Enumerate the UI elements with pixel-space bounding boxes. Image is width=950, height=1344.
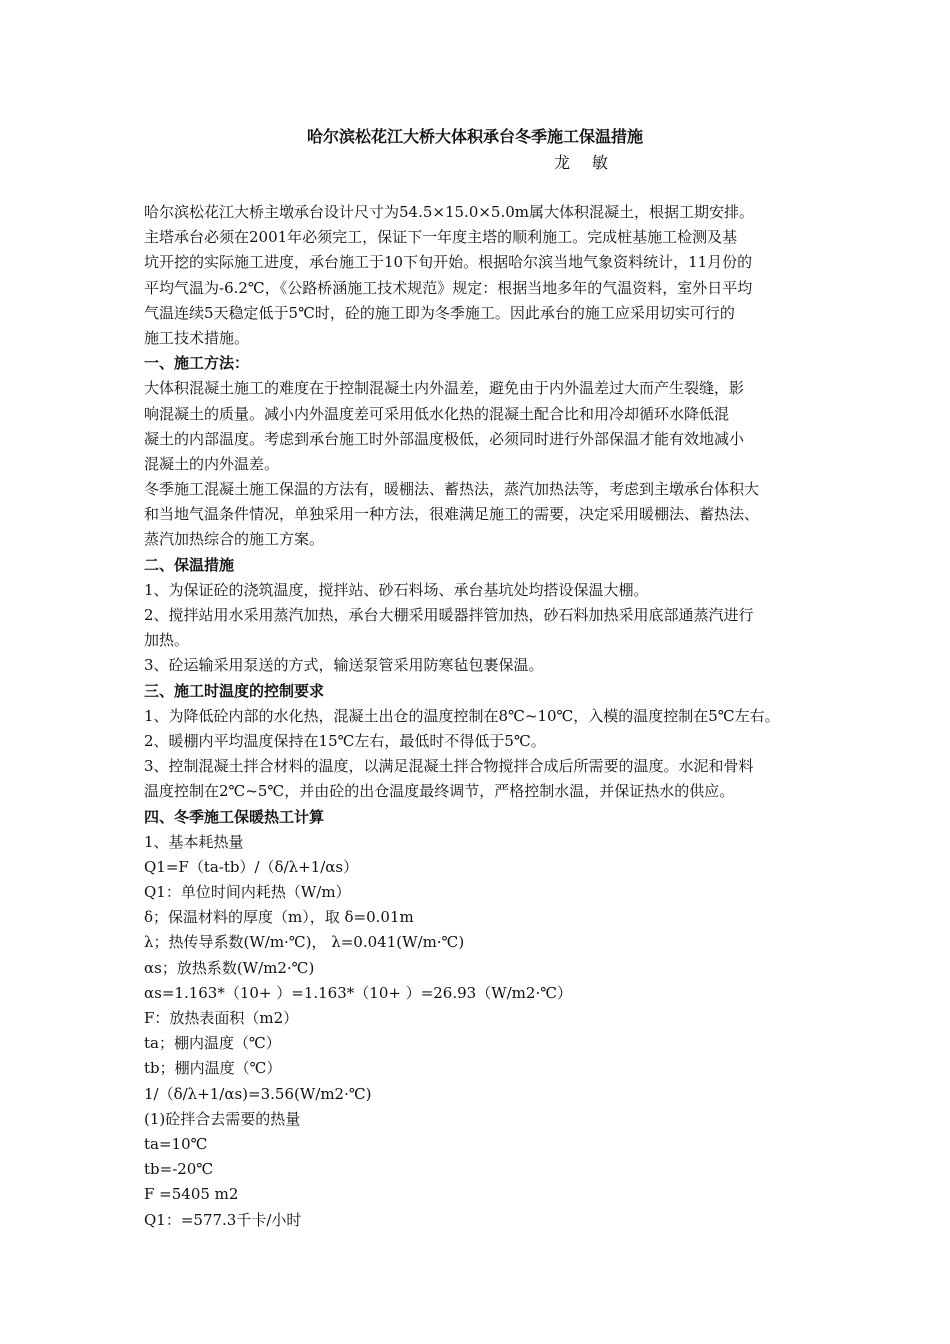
- paragraph-line: 平均气温为-6.2℃，《公路桥涵施工技术规范》规定：根据当地多年的气温资料，室外日平均: [144, 278, 753, 297]
- paragraph-line: 1、为保证砼的浇筑温度，搅拌站、砂石料场、承台基坑处均搭设保温大棚。: [144, 580, 649, 599]
- formula-line: Q1：单位时间内耗热（W/m）: [144, 883, 351, 902]
- section-heading: 三、施工时温度的控制要求: [144, 681, 325, 700]
- paragraph-line: 混凝土的内外温差。: [144, 454, 280, 473]
- paragraph-line: 温度控制在2℃~5℃，并由砼的出仓温度最终调节，严格控制水温，并保证热水的供应。: [144, 782, 735, 801]
- paragraph-line: 加热。: [144, 631, 190, 650]
- document-body: [144, 200, 816, 1233]
- paragraph-line: 哈尔滨松花江大桥主墩承台设计尺寸为54.5×15.0×5.0m属大体积混凝土，根据工期安排。: [144, 203, 755, 221]
- formula-line: δ；保温材料的厚度（m），取 δ=0.01m: [144, 908, 414, 927]
- paragraph-line: 1、为降低砼内部的水化热，混凝土出仓的温度控制在8℃~10℃，入模的温度控制在5℃左右。: [144, 706, 780, 725]
- formula-line: Q1=F（ta-tb）/（δ/λ+1/αs）: [144, 857, 359, 876]
- formula-line: tb；棚内温度（℃）: [144, 1059, 282, 1078]
- paragraph-line: 坑开挖的实际施工进度，承台施工于10下旬开始。根据哈尔滨当地气象资料统计，11月份的: [144, 253, 753, 272]
- formula-line: Q1：=577.3千卡/小时: [144, 1210, 302, 1229]
- paragraph-line: 和当地气温条件情况，单独采用一种方法，很难满足施工的需要，决定采用暖棚法、蓄热法、: [144, 505, 760, 524]
- paragraph-line: 主塔承台必须在2001年必须完工，保证下一年度主塔的顺利施工。完成桩基施工检测及基: [144, 228, 738, 247]
- paragraph-line: 2、搅拌站用水采用蒸汽加热，承台大棚采用暖器拌管加热，砂石料加热采用底部通蒸汽进行: [144, 606, 754, 624]
- formula-line: F：放热表面积（m2）: [144, 1009, 299, 1027]
- paragraph-line: 1、基本耗热量: [144, 832, 244, 851]
- formula-line: λ；热传导系数(W/m·℃)， λ=0.041(W/m·℃): [144, 933, 465, 952]
- paragraph-line: 施工技术措施。: [144, 328, 250, 347]
- section-heading: 一、施工方法：: [144, 354, 250, 373]
- document-title: 哈尔滨松花江大桥大体积承台冬季施工保温措施: [306, 127, 643, 146]
- section-heading: 二、保温措施: [144, 555, 235, 574]
- formula-line: F =5405 m2: [144, 1185, 239, 1204]
- formula-line: 1/（δ/λ+1/αs)=3.56(W/m2·℃): [144, 1084, 372, 1103]
- paragraph-line: 3、控制混凝土拌合材料的温度，以满足混凝土拌合物搅拌合成后所需要的温度。水泥和骨料: [144, 757, 754, 776]
- formula-line: αs=1.163*（10+ ）=1.163*（10+ ）=26.93（W/m2·℃）: [144, 983, 572, 1002]
- document-author: 龙敏: [554, 153, 631, 172]
- paragraph-line: 大体积混凝土施工的难度在于控制混凝土内外温差，避免由于内外温差过大而产生裂缝，影: [144, 379, 745, 398]
- paragraph-line: 3、砼运输采用泵送的方式，输送泵管采用防寒毡包裹保温。: [144, 656, 544, 675]
- formula-line: tb=-20℃: [144, 1160, 214, 1179]
- paragraph-line: (1)砼拌合去需要的热量: [144, 1109, 301, 1128]
- paragraph-line: 响混凝土的质量。减小内外温度差可采用低水化热的混凝土配合比和用冷却循环水降低混: [144, 404, 730, 423]
- section-heading: 四、冬季施工保暖热工计算: [144, 807, 325, 826]
- formula-line: ta；棚内温度（℃）: [144, 1034, 281, 1053]
- paragraph-line: 气温连续5天稳定低于5℃时，砼的施工即为冬季施工。因此承台的施工应采用切实可行的: [144, 303, 735, 322]
- paragraph-line: 凝土的内部温度。考虑到承台施工时外部温度极低，必须同时进行外部保温才能有效地减小: [144, 429, 745, 448]
- paragraph-line: 2、暖棚内平均温度保持在15℃左右，最低时不得低于5℃。: [144, 731, 546, 750]
- paragraph-line: 冬季施工混凝土施工保温的方法有，暖棚法、蓄热法，蒸汽加热法等，考虑到主墩承台体积大: [144, 480, 760, 499]
- formula-line: ta=10℃: [144, 1134, 208, 1153]
- paragraph-line: 蒸汽加热综合的施工方案。: [144, 530, 325, 549]
- formula-line: αs；放热系数(W/m2·℃): [144, 958, 315, 977]
